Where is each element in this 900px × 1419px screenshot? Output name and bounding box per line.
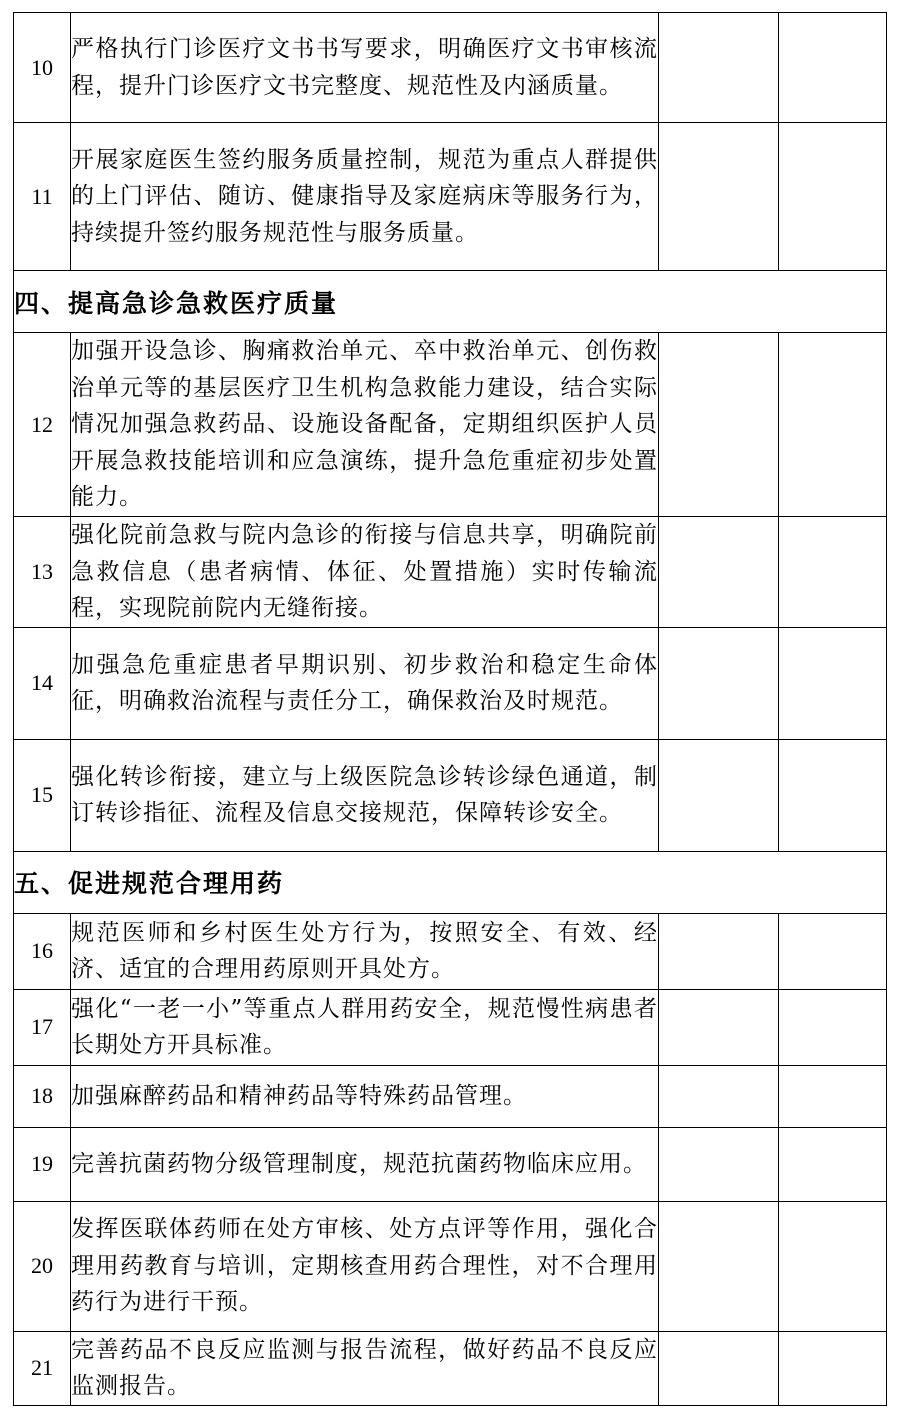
item-number: 12 [14,333,71,517]
table-row [14,989,887,1065]
item-content: 规范医师和乡村医生处方行为，按照安全、有效、经济、适宜的合理用药原则开具处方。 [71,913,659,989]
item-number: 15 [14,739,71,851]
item-number: 17 [14,989,71,1065]
empty-cell [659,1201,779,1331]
table-row [14,1127,887,1201]
empty-cell [779,333,887,517]
table-body [14,13,887,1406]
item-content: 严格执行门诊医疗文书书写要求，明确医疗文书审核流程，提升门诊医疗文书完整度、规范性及内涵质量。 [71,13,659,123]
section-header-row [14,851,887,913]
table-row [14,123,887,271]
empty-cell [659,989,779,1065]
empty-cell [779,1065,887,1127]
table-row [14,627,887,739]
empty-cell [779,1201,887,1331]
item-number: 16 [14,913,71,989]
empty-cell [659,1065,779,1127]
item-content: 完善抗菌药物分级管理制度，规范抗菌药物临床应用。 [71,1127,659,1201]
empty-cell [659,913,779,989]
item-content: 完善药品不良反应监测与报告流程，做好药品不良反应监测报告。 [71,1331,659,1405]
item-number: 18 [14,1065,71,1127]
table-row [14,1201,887,1331]
empty-cell [659,517,779,628]
table-row [14,1331,887,1405]
table-row [14,913,887,989]
table-row [14,739,887,851]
quality-checklist-table [13,12,887,1406]
table-row [14,13,887,123]
item-content: 开展家庭医生签约服务质量控制，规范为重点人群提供的上门评估、随访、健康指导及家庭病床等服务行为，持续提升签约服务规范性与服务质量。 [71,123,659,271]
item-content: 强化“一老一小”等重点人群用药安全，规范慢性病患者长期处方开具标准。 [71,989,659,1065]
item-number: 10 [14,13,71,123]
section-header-row [14,271,887,333]
item-number: 13 [14,517,71,628]
item-content: 强化院前急救与院内急诊的衔接与信息共享，明确院前急救信息（患者病情、体征、处置措施）实时传输流程，实现院前院内无缝衔接。 [71,517,659,628]
item-content: 加强急危重症患者早期识别、初步救治和稳定生命体征，明确救治流程与责任分工，确保救治及时规范。 [71,627,659,739]
empty-cell [779,1127,887,1201]
item-number: 19 [14,1127,71,1201]
empty-cell [779,13,887,123]
empty-cell [659,123,779,271]
empty-cell [659,13,779,123]
item-content: 强化转诊衔接，建立与上级医院急诊转诊绿色通道，制订转诊指征、流程及信息交接规范，保障转诊安全。 [71,739,659,851]
item-number: 20 [14,1201,71,1331]
section-title: 四、提高急诊急救医疗质量 [14,271,887,333]
item-number: 11 [14,123,71,271]
empty-cell [659,739,779,851]
empty-cell [779,913,887,989]
item-content: 加强麻醉药品和精神药品等特殊药品管理。 [71,1065,659,1127]
empty-cell [779,627,887,739]
empty-cell [779,739,887,851]
table-row [14,517,887,628]
item-number: 21 [14,1331,71,1405]
table-row [14,333,887,517]
empty-cell [659,1331,779,1405]
empty-cell [659,333,779,517]
empty-cell [779,989,887,1065]
section-title: 五、促进规范合理用药 [14,851,887,913]
empty-cell [659,1127,779,1201]
empty-cell [659,627,779,739]
empty-cell [779,123,887,271]
item-content: 加强开设急诊、胸痛救治单元、卒中救治单元、创伤救治单元等的基层医疗卫生机构急救能力建设，结合实际情况加强急救药品、设施设备配备，定期组织医护人员开展急救技能培训和应急演练，提升急危重症初步处置能力。 [71,333,659,517]
empty-cell [779,1331,887,1405]
empty-cell [779,517,887,628]
item-content: 发挥医联体药师在处方审核、处方点评等作用，强化合理用药教育与培训，定期核查用药合理性，对不合理用药行为进行干预。 [71,1201,659,1331]
item-number: 14 [14,627,71,739]
table-row [14,1065,887,1127]
